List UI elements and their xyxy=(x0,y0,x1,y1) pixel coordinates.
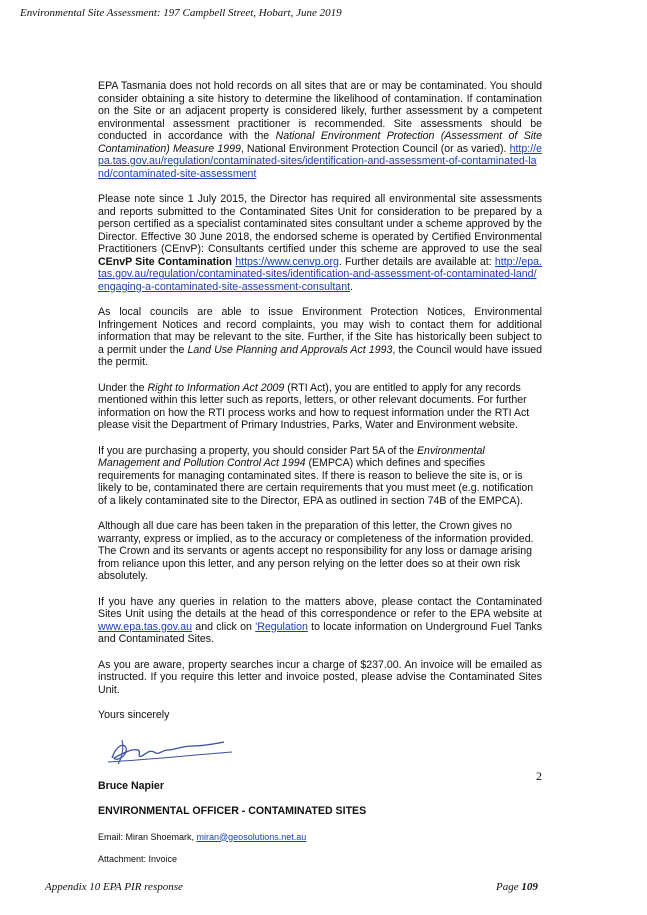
act-title: Right to Information Act 2009 xyxy=(147,381,285,394)
seal-name: CEnvP Site Contamination xyxy=(98,255,232,268)
signatory-name: Bruce Napier xyxy=(98,779,164,792)
email-label: Email: Miran Shoemark, xyxy=(98,831,197,842)
epa-website-link[interactable]: www.epa.tas.gov.au xyxy=(98,620,193,633)
act-title: Land Use Planning and Approvals Act 1993 xyxy=(187,343,393,356)
consultant-link[interactable]: http://epa.tas.gov.au/regulation/contaminated-sites/identification-and-assessment-of-contaminated-land/engaging-a-contaminated-site-assessment-consultant xyxy=(98,255,542,293)
running-header: Environmental Site Assessment: 197 Campbell Street, Hobart, June 2019 xyxy=(20,7,342,19)
footer-left: Appendix 10 EPA PIR response xyxy=(45,881,183,893)
footer-right xyxy=(496,881,538,893)
paragraph-queries xyxy=(98,596,542,646)
paragraph-site-history xyxy=(98,80,542,180)
footer-page-label: Page xyxy=(496,881,522,893)
text: (RTI Act), you are entitled to apply for any records mentioned within this letter such as reports, letters, or other relevant documents. For further information on how the RTI process works and how to request information under the RTI Act please visit the Department of Primary Industries, Parks, Water and Environment website. xyxy=(98,381,530,431)
text: EPA Tasmania does not hold records on all sites that are or may be contaminated. You should consider obtaining a site history to determine the likelihood of contamination. If contamination on the Site or an adjacent property is considered likely, further assessment by a competent environmental assessment practitioner is recommended. Site assessments should be conducted in accordance with the xyxy=(98,80,542,142)
text: As local councils are able to issue Environment Protection Notices, Environmental Infringement Notices and record complaints, you may wish to contact them for additional information that may be relevant to the site. Further, if the Site has historically been subject to a permit under the xyxy=(98,306,542,356)
text: If you are purchasing a property, you should consider Part 5A of the xyxy=(98,444,417,457)
email-link[interactable]: miran@geosolutions.net.au xyxy=(196,831,307,842)
measure-title: National Environment Protection (Assessment of Site Contamination) Measure 1999 xyxy=(98,130,542,155)
paragraph-purchasing xyxy=(98,445,542,508)
letter-page-number: 2 xyxy=(536,769,542,783)
paragraph-charge: As you are aware, property searches incur a charge of $237.00. An invoice will be emailed as instructed. If you require this letter and invoice posted, please advise the Contaminated Sites Unit. xyxy=(98,658,542,696)
signatory-title: ENVIRONMENTAL OFFICER - CONTAMINATED SITES xyxy=(98,805,367,817)
text: , National Environment Protection Council (or as varied). xyxy=(240,142,510,155)
text: , the Council would have issued the permit. xyxy=(98,343,543,368)
letter-body xyxy=(98,80,542,876)
text: to locate information on Underground Fuel Tanks and Contaminated Sites. xyxy=(98,620,542,645)
assessment-link[interactable]: http://epa.tas.gov.au/regulation/contaminated-sites/identification-and-assessment-of-contaminated-land/contaminated-site-assessment xyxy=(98,142,542,180)
closing: Yours sincerely xyxy=(98,709,170,721)
text: . xyxy=(350,280,353,293)
act-title: Environmental Management and Pollution Control Act 1994 xyxy=(98,444,485,469)
paragraph-disclaimer: Although all due care has been taken in the preparation of this letter, the Crown gives no warranty, express or implied, as to the accuracy or completeness of the information provided. The Crown and its servants or agents accept no responsibility for any loss or damage arising from reliance upon this letter, and any person relying on the letter does so at their own risk absolutely. xyxy=(98,520,534,582)
paragraph-certified-consultant xyxy=(98,193,542,293)
text: and click on xyxy=(192,620,256,633)
text: If you have any queries in relation to the matters above, please contact the Contaminated Sites Unit using the details at the head of this correspondence or refer to the EPA website at xyxy=(98,595,542,620)
paragraph-local-councils xyxy=(98,306,542,369)
text: Under the xyxy=(98,381,148,394)
attachment-line: Attachment: Invoice xyxy=(98,854,178,864)
cenvp-link[interactable]: https://www.cenvp.org xyxy=(235,255,339,268)
signature-image xyxy=(102,728,242,772)
footer-page-number: 109 xyxy=(521,881,538,893)
text: Please note since 1 July 2015, the Director has required all environmental site assessments and reports submitted to the Contaminated Sites Unit for consideration to be prepared by a person certified as a specialist contaminated sites consultant under a scheme approved by the Director. Effective 30 June 2018, the endorsed scheme is operated by Certified Environmental Practitioners (CEnvP): Consultants certified under this scheme are approved to use the seal xyxy=(98,193,542,255)
paragraph-rti xyxy=(98,382,542,432)
email-line xyxy=(98,831,542,844)
text: (EMPCA) which defines and specifies requirements for managing contaminated sites. If there is reason to believe the site is, or is likely to be, contaminated there are certain requirements that you must meet (e.g. notification of a likely contaminated site to the Director, EPA as outlined in section 74B of the EMPCA). xyxy=(98,457,534,507)
regulation-link[interactable]: 'Regulation xyxy=(255,620,308,633)
text: . Further details are available at: xyxy=(338,255,495,268)
